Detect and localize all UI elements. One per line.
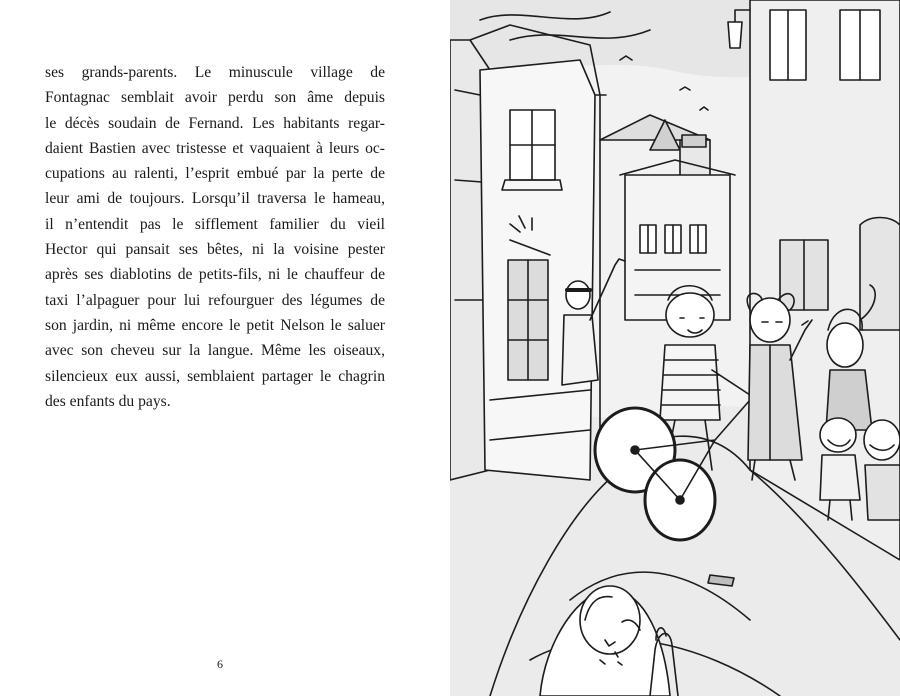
text-line: il n’entendit pas le sifflement familier du vieil (45, 215, 385, 233)
text-line: ses grands-parents. Le minuscule village de (45, 64, 385, 81)
text-line: leur ami de toujours. Lorsqu’il traversa le hameau, (45, 190, 385, 208)
text-line: daient Bastien avec tristesse et vaquaient à leurs oc- (45, 139, 385, 157)
text-line: son jardin, ni même encore le petit Nelson le saluer (45, 316, 385, 334)
text-line: Hector qui pansait ses bêtes, ni la voisine pester (45, 241, 385, 259)
page-number: 6 (217, 657, 223, 671)
text-line: avec son cheveu sur la langue. Même les oiseaux, (45, 342, 385, 360)
text-line: après ses diablotins de petits-fils, ni le chauffeur de (45, 266, 385, 284)
right-page (450, 0, 900, 696)
village-street-illustration-icon (450, 0, 900, 696)
body-text (45, 60, 385, 414)
text-line: des enfants du pays. (45, 392, 171, 410)
text-line: Fontagnac semblait avoir perdu son âme depuis (45, 89, 385, 107)
text-line: le décès soudain de Fernand. Les habitants regar- (45, 114, 385, 132)
text-line: silencieux eux aussi, semblaient partager le chagrin (45, 367, 385, 385)
text-line: cupations au ralenti, l’esprit embué par la perte de (45, 165, 385, 183)
text-line: taxi l’alpaguer pour lui refourguer des légumes de (45, 291, 385, 309)
